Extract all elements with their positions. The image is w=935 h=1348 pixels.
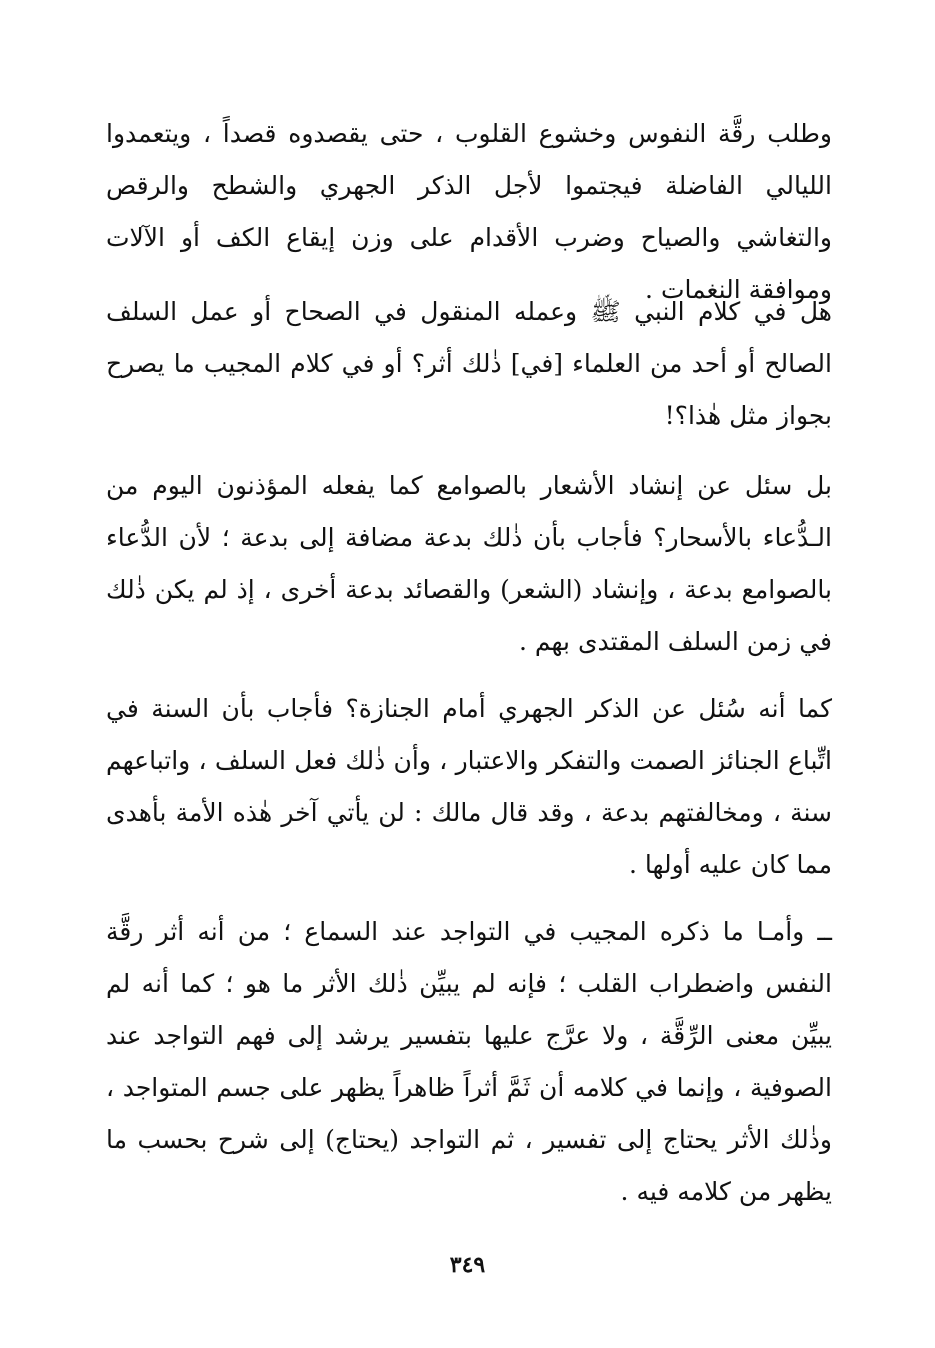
paragraph-text: ــ وأمـا ما ذكره المجيب في التواجد عند السماع ؛ من أنه أثر رقَّة النفس واضطراب القلب ؛ فإنه لم يبيِّن ذٰلك الأثر ما هو ؛ كما أنه لم يبيِّن معنى الرِّقَّة ، ولا عرَّج عليها بتفسير يرشد إلى فهم التواجد عند الصوفية ، وإنما في كلامه أن ثَمَّ أثراً ظاهراً يظهر على جسم المتواجد ، وذٰلك الأثر يحتاج إلى تفسير ، ثم التواجد (يحتاج) إلى شرح بحسب ما يظهر من كلامه فيه .	[106, 917, 832, 1206]
paragraph-1	[106, 108, 832, 316]
paragraph-2	[106, 286, 832, 442]
paragraph-text: وطلب رقَّة النفوس وخشوع القلوب ، حتى يقصدوه قصداً ، ويتعمدوا الليالي الفاضلة فيجتموا لأجل الذكر الجهري والشطح والرقص والتغاشي والصياح وضرب الأقدام على وزن إيقاع الكف أو الآلات وموافقة النغمات .	[106, 119, 832, 304]
paragraph-text: كما أنه سُئل عن الذكر الجهري أمام الجنازة؟ فأجاب بأن السنة في اتِّباع الجنائز الصمت والتفكر والاعتبار ، وأن ذٰلك فعل السلف ، واتباعهم سنة ، ومخالفتهم بدعة ، وقد قال مالك : لن يأتي آخر هٰذه الأمة بأهدى مما كان عليه أولها .	[106, 694, 832, 879]
paragraph-5	[106, 906, 832, 1218]
page-number: ٣٤٩	[449, 1252, 486, 1278]
paragraph-3	[106, 460, 832, 668]
paragraph-4	[106, 683, 832, 891]
paragraph-text: بل سئل عن إنشاد الأشعار بالصوامع كما يفعله المؤذنون اليوم من الـدُّعاء بالأسحار؟ فأجاب بأن ذٰلك بدعة مضافة إلى بدعة ؛ لأن الدُّعاء بالصوامع بدعة ، وإنشاد (الشعر) والقصائد بدعة أخرى ، إذ لم يكن ذٰلك في زمن السلف المقتدى بهم .	[106, 471, 832, 656]
paragraph-text: هل في كلام النبي ﷺ وعمله المنقول في الصحاح أو عمل السلف الصالح أو أحد من العلماء [في] ذٰلك أثر؟ أو في كلام المجيب ما يصرح بجواز مثل هٰذا؟!	[106, 297, 832, 430]
